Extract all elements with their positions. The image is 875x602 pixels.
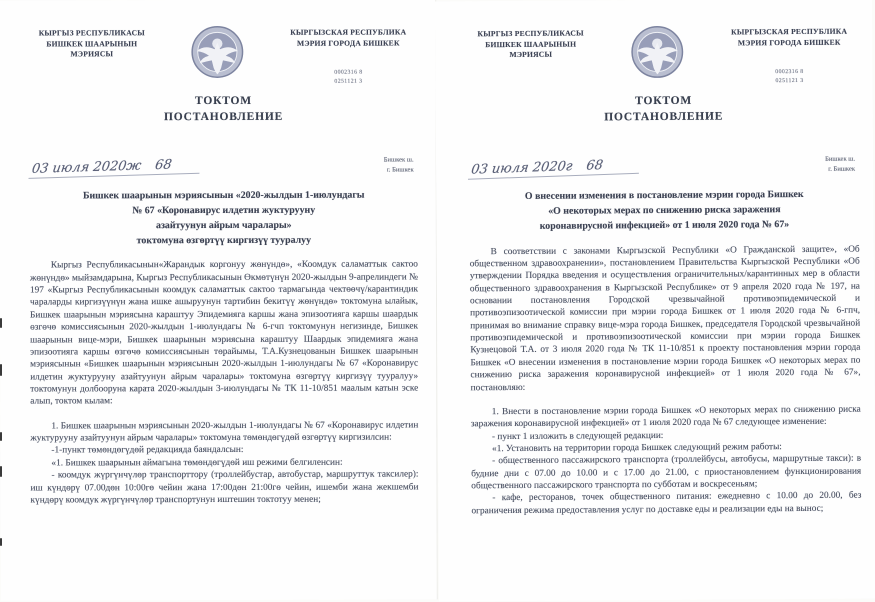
document-title (469, 188, 859, 235)
org-line: КЫРГЫЗ РЕСПУБЛИКАСЫ (477, 28, 584, 39)
title-line: коронавирусной инфекцией» от 1 июля 2020 года № 67» (539, 218, 790, 232)
place-label (825, 154, 859, 175)
place-kyrgyz: Бишкек ш. (383, 156, 414, 164)
body-paragraph: В соответствии с законами Кыргызской Республики «О Гражданской защите», «Об общественном здравоохранении», постановлением Правительства Кыргызской Республики «Об утверждении Порядка введения и осуществления ограничительных/карантинных мер в области общественного здравоохранения в Кыргызской Республике» от 9 апреля 2020 года № 197, на основании постановления Городской чрезвычайной противоэпидемической и противоэпизоотической комиссии при мэрии города Бишкек от 1 июля 2020 года № 6-гпч, принимая во внимание справку вице-мэра города Бишкек, председателя Городской чрезвычайной противоэпидемической и противоэпизоотической комиссии при мэрии города Бишкек Кузнецовой Т.А. от 3 июля 2020 года № ТК 11-10/851 к проекту постановления мэрии города Бишкек «О внесении изменения в постановление мэрии города Бишкек «О некоторых мерах по снижению риска заражения коронавирусной инфекцией» от 1 июля 2020 года № 67», постановляю: (469, 244, 861, 393)
body-paragraph: Кыргыз Республикасынын«Жарандык коргонуу жөнүндө», «Коомдук саламаттык сактоо жөнүндө» мыйзамдарына, Кыргыз Республикасынын Өкмөтүнүн 2020-жылдын 9-апрелиндеги № 197 «Кыргыз Республикасынын коомдук саламаттык сактоо тармагында чектөөчү/карантиндик чараларды киргизүүнүн жана ишке ашыруунун тартибин бекитүү жөнүндө» токтомуна ылайык, Бишкек шаарынын мэриясына караштуу Эпидемияга каршы жана эпизоотияга каршы шаардык өзгөчө комиссиясынын 2020-жылдын 1-июлундагы № 6-гчп токтомунун негизинде, Бишкек шаарынын вице-мэри, Бишкек шаарынын мэриясына караштуу Шаардык эпидемияга жана эпизоотияга каршы өзгөчө комиссиясынын төрайымы, Т.А.Кузнецованын Бишкек шаарынын мэриясынын «Бишкек шаарынын мэриясынын 2020-жылдын 1-июлундагы № 67 «Коронавирус илдетин жуктурууну азайтуунун айрым чаралары» токтомуна өзгөртүү киргизүү тууралуу» токтомунун долбооруна карата 2020-жылдын 3-июлундагы № ТК 11-10/851 маалым катын эске алып, токтом кылам: (29, 259, 419, 407)
document-number: 68 (585, 157, 604, 174)
place-russian: г. Бишкек (386, 166, 414, 174)
org-line: МЭРИЯСЫ (70, 49, 114, 59)
body-paragraph: - общественного пассажирского транспорта (троллейбусы, автобусы, маршрутные такси): в будние дни с 07.00 до 10.00 и с 17.00 до 21.00, с приостановлением функционирования общественного пассажирского транспорта по субботам и воскресеньям; (471, 453, 862, 492)
state-emblem-icon (629, 24, 685, 80)
handwritten-date-number (28, 157, 201, 179)
doc-type-kyrgyz: ТОКТОМ (635, 94, 693, 107)
handwritten-date: 03 июля 2020ж (30, 158, 143, 177)
body-paragraph: 1. Бишкек шаарынын мэриясынын 2020-жылдын 1-июлундагы № 67 «Коронавирус илдетин жуктурууну азайтуунун айрым чаралары» токтомуна төмөндөгүдөй өзгөртүү киргизилсин: (30, 420, 419, 444)
document-title (30, 188, 418, 248)
org-line: БИШКЕК ШААРЫНЫН (46, 38, 138, 49)
org-line: КЫРГЫЗСКАЯ РЕСПУБЛИКА (731, 26, 848, 37)
body-paragraph: «1. Бишкек шаарынын аймагына төмөндөгүдөй иш режими белгиленсин: (51, 457, 343, 469)
handwritten-date-number (468, 157, 641, 180)
doc-type-heading (469, 91, 859, 127)
doc-type-kyrgyz: ТОКТОМ (194, 94, 252, 107)
scan-artifact (0, 364, 2, 376)
ref-number: 0002316 8 (334, 69, 363, 76)
ref-numbers (279, 69, 417, 87)
body-paragraph: «1. Установить на территории города Бишкек следующий режим работы: (492, 442, 782, 455)
date-number-row (469, 141, 859, 178)
state-emblem-icon (189, 24, 245, 80)
scan-artifact (0, 466, 2, 477)
org-name-kyrgyz (468, 22, 593, 61)
page-sheet (435, 0, 875, 602)
body-paragraph: 1. Внести в постановление мэрии города Бишкек «О некоторых мерах по снижению риска заражения коронавирусной инфекцией» от 1 июля 2020 года № 67 следующее изменение: (470, 404, 861, 430)
ref-number: 0002316 8 (775, 69, 804, 76)
ref-numbers (720, 68, 858, 86)
date-number-row (30, 141, 418, 176)
place-kyrgyz: Бишкек ш. (825, 155, 856, 163)
title-line: Бишкек шаарынын мэриясынын «2020-жылдын 1-июлундагы (82, 189, 365, 202)
doc-type-russian: ПОСТАНОВЛЕНИЕ (163, 111, 284, 124)
scan-artifact (0, 538, 2, 546)
org-line: КЫРГЫЗ РЕСПУБЛИКАСЫ (38, 28, 145, 38)
org-line: МЭРИЯСЫ (509, 49, 553, 60)
body-paragraph: - пункт 1 изложить в следующей редакции: (491, 430, 664, 442)
page-sheet (0, 0, 438, 601)
document-body (30, 259, 419, 507)
org-line: МЭРИЯ ГОРОДА БИШКЕК (296, 38, 400, 48)
title-line: О внесении изменения в постановление мэрии города Бишкек (524, 188, 804, 202)
scan-artifact (0, 432, 2, 441)
scan-artifact (0, 318, 2, 328)
handwritten-date: 03 июля 2020г (470, 159, 574, 178)
body-paragraph: - кафе, ресторанов, точек общественного питания: ежедневно с 10.00 до 20.00, без ограничения режима предоставления услуг по доставке еды и реализации еды на вынос; (471, 490, 862, 517)
org-line: МЭРИЯ ГОРОДА БИШКЕК (737, 37, 841, 48)
document-number: 68 (154, 157, 173, 174)
doc-type-russian: ПОСТАНОВЛЕНИЕ (604, 110, 724, 124)
letterhead (29, 21, 417, 87)
document-body (470, 243, 862, 517)
org-name-russian (279, 21, 417, 86)
place-label (384, 155, 418, 176)
org-name-russian (720, 21, 858, 87)
title-line: азайтуунун айрым чаралары» (155, 219, 292, 231)
place-russian: г. Бишкек (828, 165, 856, 173)
body-paragraph: -1-пункт төмөндөгүдөй редакцияда баяндалсын: (51, 445, 244, 456)
body-paragraph: - коомдук жүргүнчүлөр транспорттору (троллейбустар, автобустар, маршруттук таксилер): иш күндөрү 07.00дөн 10:00гө чейин жана 17:00дөн 21:00гө чейин, ишемби жана жекшемби күндөрү коомдук жүргүнчүлөр транспортунун иштешин токтотуу менен; (30, 469, 419, 506)
org-name-kyrgyz (29, 22, 154, 60)
ref-number: 0251121 3 (775, 77, 804, 85)
title-line: № 67 «Коронавирус илдетин жуктурууну (132, 204, 316, 217)
document-page-russian (437, 0, 874, 600)
org-line: КЫРГЫЗСКАЯ РЕСПУБЛИКА (290, 27, 407, 37)
org-line: БИШКЕК ШААРЫНЫН (485, 39, 577, 49)
doc-type-heading (29, 92, 417, 126)
title-line: «О некоторых мерах по снижению риска заражения (548, 203, 781, 217)
letterhead (468, 21, 858, 88)
title-line: токтомуна өзгөртүү киргизүү тууралуу (136, 234, 312, 246)
document-page-kyrgyz (0, 0, 437, 600)
ref-number: 0251121 3 (334, 78, 363, 85)
